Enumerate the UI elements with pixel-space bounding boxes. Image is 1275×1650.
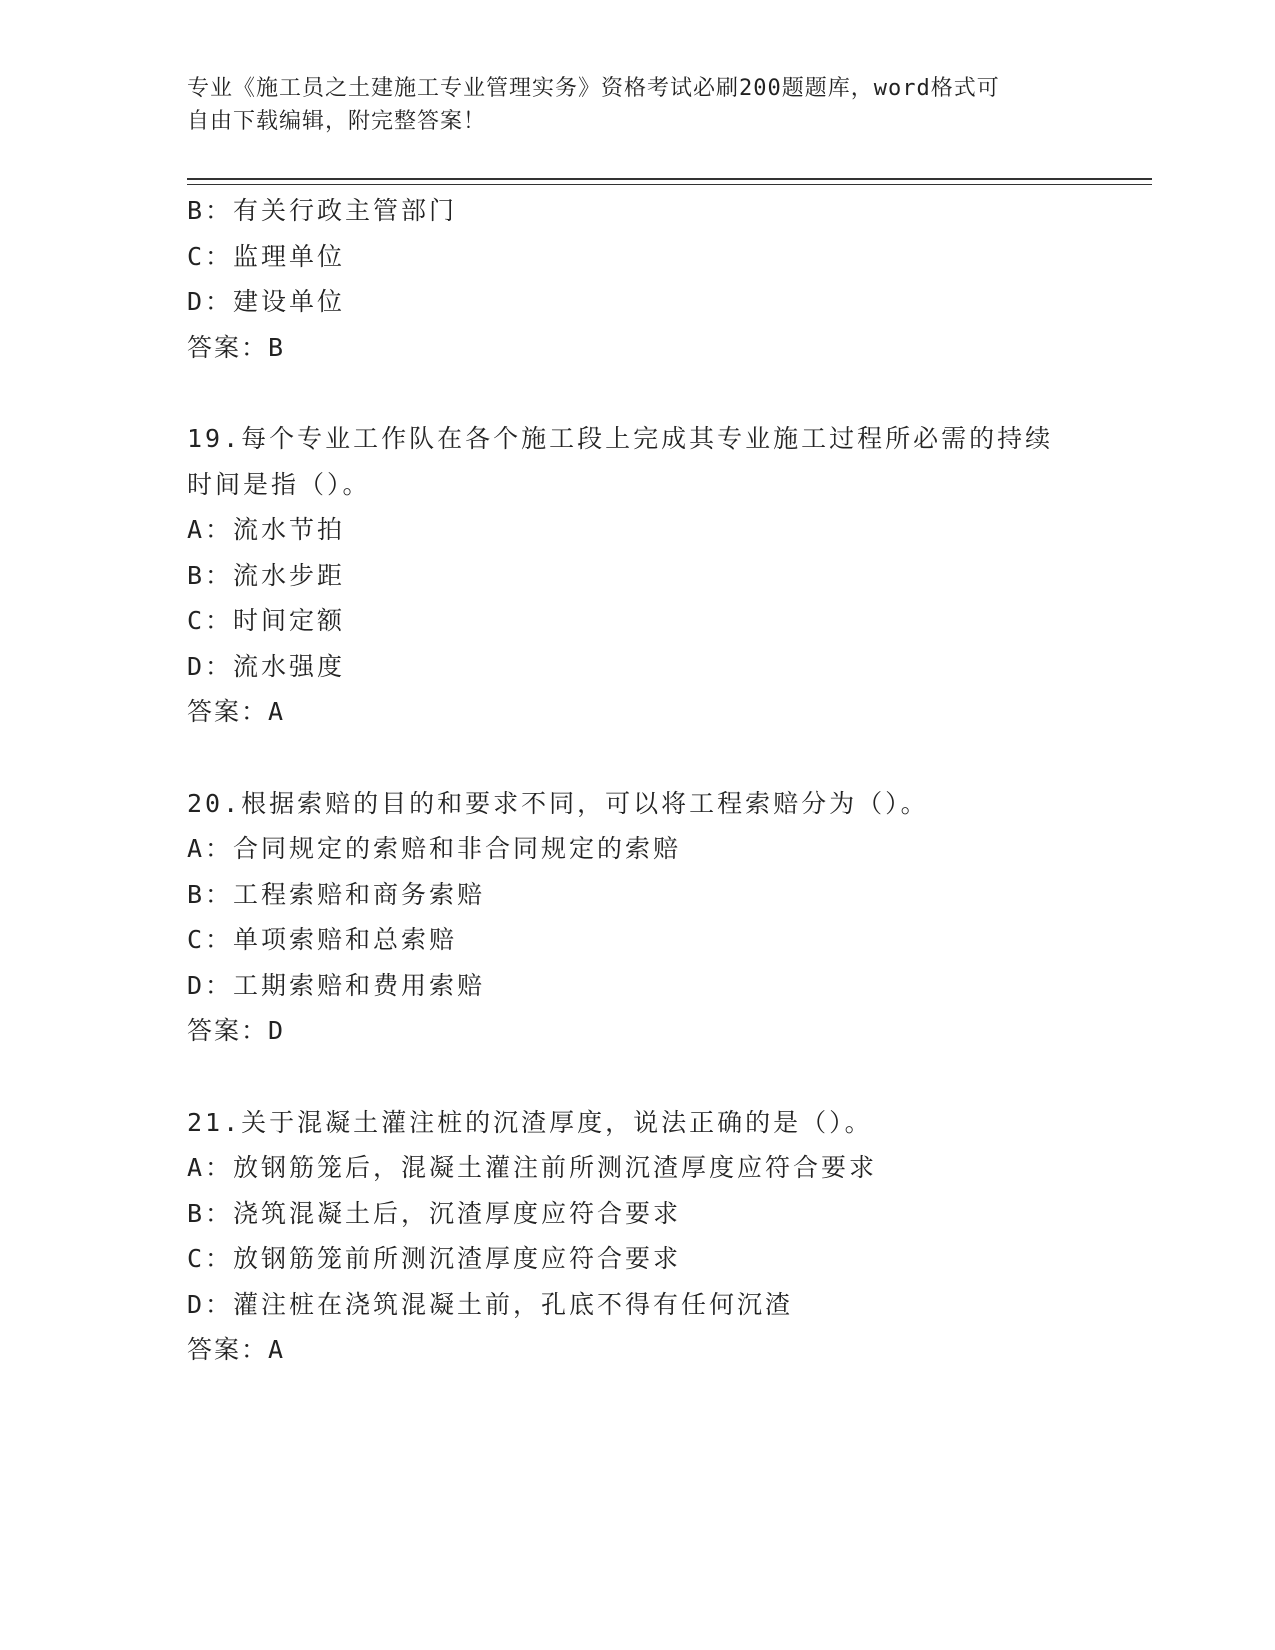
header-title-line-1: 专业《施工员之土建施工专业管理实务》资格考试必刷200题题库，word格式可 (187, 76, 1000, 101)
option-c: C：监理单位 (187, 241, 346, 271)
question-text-line-1: 19.每个专业工作队在各个施工段上完成其专业施工过程所必需的持续 (187, 424, 1054, 453)
header-divider-thin (187, 184, 1152, 185)
question-21 (187, 1100, 1087, 1373)
question-text-line-2: 时间是指（）。 (187, 469, 371, 499)
option-d: D：工期索赔和费用索赔 (187, 970, 486, 1000)
option-c: C：时间定额 (187, 606, 346, 635)
question-20 (187, 781, 1087, 1054)
option-a: A：放钢筋笼后，混凝土灌注前所测沉渣厚度应符合要求 (187, 1153, 878, 1182)
question-text-line-1: 21.关于混凝土灌注桩的沉渣厚度，说法正确的是（）。 (187, 1107, 873, 1137)
option-b: B：浇筑混凝土后，沉渣厚度应符合要求 (187, 1198, 682, 1228)
option-b: B：有关行政主管部门 (187, 196, 458, 225)
option-a: A：合同规定的索赔和非合同规定的索赔 (187, 834, 682, 863)
question-list (187, 188, 1087, 1373)
spacer (187, 735, 1087, 781)
option-c: C：放钢筋笼前所测沉渣厚度应符合要求 (187, 1244, 682, 1273)
question-text-line-1: 20.根据索赔的目的和要求不同，可以将工程索赔分为（）。 (187, 788, 929, 818)
spacer (187, 1054, 1087, 1100)
answer-line: 答案：A (187, 1335, 286, 1364)
header-title-line-2: 自由下载编辑，附完整答案！ (187, 109, 487, 134)
option-b: B：工程索赔和商务索赔 (187, 879, 486, 909)
spacer (187, 370, 1087, 416)
question-19 (187, 416, 1087, 735)
header-divider-thick (187, 178, 1152, 180)
option-c: C：单项索赔和总索赔 (187, 925, 458, 954)
document-header (187, 72, 1067, 138)
option-d: D：灌注桩在浇筑混凝土前，孔底不得有任何沉渣 (187, 1289, 794, 1319)
option-b: B：流水步距 (187, 560, 346, 590)
answer-line: 答案：D (187, 1016, 286, 1045)
option-d: D：流水强度 (187, 651, 346, 681)
option-d: D：建设单位 (187, 287, 346, 316)
option-a: A：流水节拍 (187, 515, 346, 544)
answer-line: 答案：B (187, 332, 286, 362)
question-18-continued (187, 188, 1087, 370)
answer-line: 答案：A (187, 697, 286, 726)
